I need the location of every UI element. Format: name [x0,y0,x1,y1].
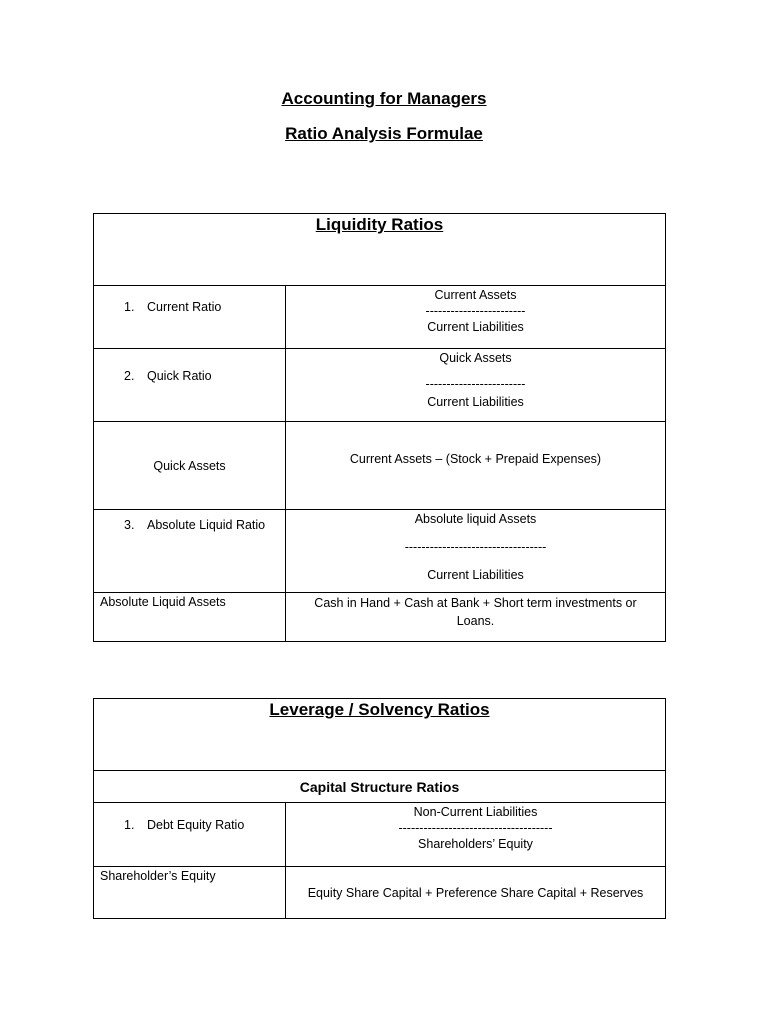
table-row [94,422,666,510]
quick-ratio-label: Quick Ratio [147,369,212,383]
formula-numerator: Quick Assets [439,351,512,365]
table-row [94,593,666,642]
formula-divider: ---------------------------------- [404,540,547,554]
table-row [94,286,666,349]
debt-equity-ratio-formula [286,803,666,867]
formula-numerator: Absolute liquid Assets [414,512,537,526]
absolute-liquid-assets-formula [286,593,666,642]
item-number: 1. [124,300,135,314]
quick-ratio-formula [286,349,666,422]
table-row [94,349,666,422]
quick-assets-formula: Current Assets – (Stock + Prepaid Expenses) [286,422,666,510]
leverage-ratios-table [93,698,666,919]
item-number: 3. [124,518,135,532]
document-title: Accounting for Managers [281,89,487,108]
absolute-liquid-ratio-label: Absolute Liquid Ratio [147,518,266,532]
formula-denominator: Current Liabilities [427,395,524,409]
formula-divider: ------------------------------------- [398,821,553,835]
formula-denominator: Shareholders’ Equity [418,837,533,851]
quick-ratio-label-cell [94,349,286,422]
debt-equity-ratio-label: Debt Equity Ratio [147,818,245,832]
document-subtitle: Ratio Analysis Formulae [285,124,483,143]
table-row [94,803,666,867]
current-ratio-label: Current Ratio [147,300,222,314]
absolute-liquid-assets-label: Absolute Liquid Assets [94,593,286,642]
capital-structure-subheading: Capital Structure Ratios [94,771,666,803]
formula-line: Cash in Hand + Cash at Bank + Short term investments or [314,596,637,610]
leverage-ratios-heading: Leverage / Solvency Ratios [94,699,666,771]
quick-assets-label: Quick Assets [94,422,286,510]
absolute-liquid-ratio-label-cell [94,510,286,593]
formula-numerator: Non-Current Liabilities [413,805,538,819]
current-ratio-label-cell [94,286,286,349]
formula-denominator: Current Liabilities [427,320,524,334]
debt-equity-ratio-label-cell [94,803,286,867]
shareholders-equity-label: Shareholder’s Equity [94,867,286,919]
item-number: 2. [124,369,135,383]
formula-numerator: Current Assets [434,288,517,302]
table-row [94,867,666,919]
absolute-liquid-ratio-formula [286,510,666,593]
table-row [94,510,666,593]
formula-line: Loans. [456,614,495,628]
liquidity-ratios-heading: Liquidity Ratios [94,214,666,286]
formula-divider: ------------------------ [425,377,526,391]
formula-denominator: Current Liabilities [427,568,524,582]
liquidity-ratios-table [93,213,666,642]
shareholders-equity-formula: Equity Share Capital + Preference Share Capital + Reserves [286,867,666,919]
formula-divider: ------------------------ [425,304,526,318]
current-ratio-formula [286,286,666,349]
item-number: 1. [124,818,135,832]
